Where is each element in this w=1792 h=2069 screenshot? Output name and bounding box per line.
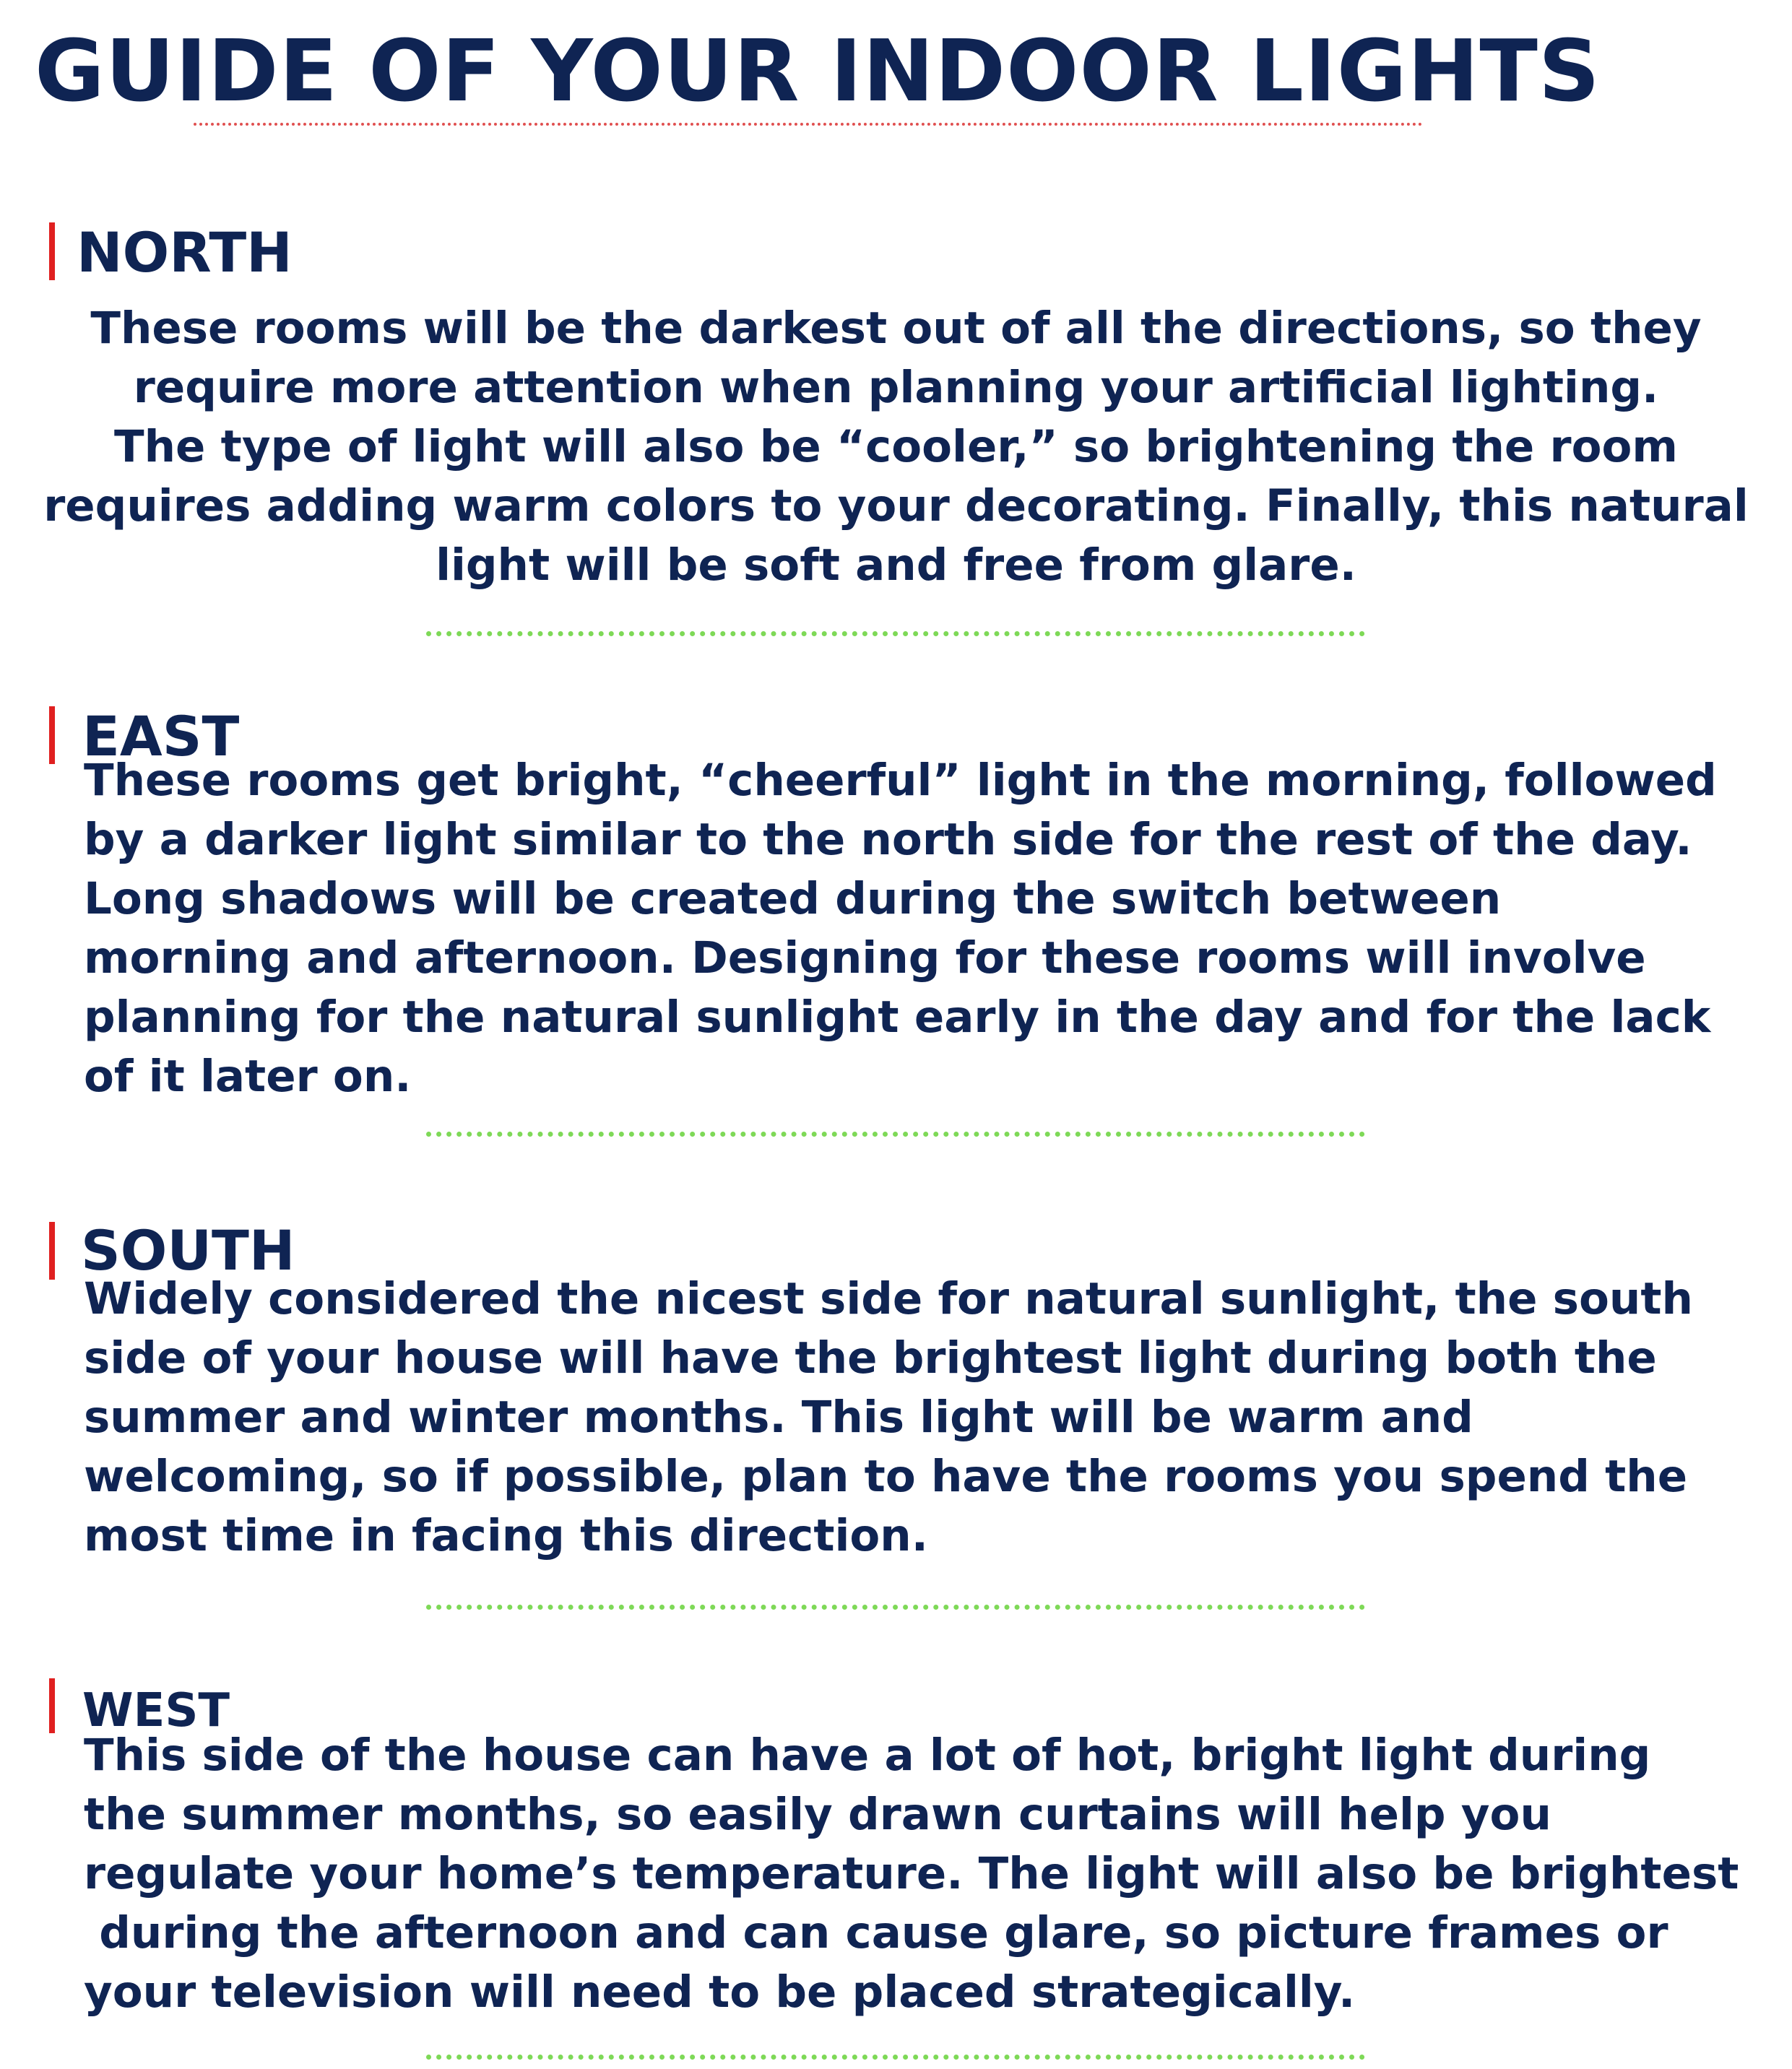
page-title: GUIDE OF YOUR INDOOR LIGHTS [35,21,1601,121]
section-heading-south: SOUTH [81,1218,295,1283]
body-line: morning and afternoon. Designing for these rooms will involve [84,932,1646,984]
body-line: welcoming, so if possible, plan to have the rooms you spend the [84,1451,1688,1502]
section-separator [426,1132,1365,1137]
body-line: These rooms get bright, “cheerful” light in the morning, followed [84,755,1717,806]
section-accent-bar [49,222,55,280]
section-accent-bar [49,706,55,764]
body-line: The type of light will also be “cooler,” so brightening the room [114,421,1678,472]
section-separator [426,631,1365,636]
body-line: the summer months, so easily drawn curtains will help you [84,1789,1551,1840]
body-line: summer and winter months. This light will be warm and [84,1392,1473,1443]
body-line: light will be soft and free from glare. [436,539,1356,591]
body-line: your television will need to be placed strategically. [84,1966,1356,2018]
body-line: Long shadows will be created during the switch between [84,873,1502,924]
section-heading-north: NORTH [77,220,293,285]
body-line: These rooms will be the darkest out of all the directions, so they [90,303,1702,354]
section-heading-east: EAST [82,704,240,768]
section-body-north [0,299,1792,595]
section-heading-west: WEST [82,1684,230,1738]
section-body-south [84,1270,1693,1566]
section-body-west [84,1726,1739,2022]
body-line: requires adding warm colors to your decorating. Finally, this natural [43,480,1749,532]
body-line: This side of the house can have a lot of hot, bright light during [84,1730,1651,1781]
body-line: most time in facing this direction. [84,1510,928,1561]
body-line: side of your house will have the brightest light during both the [84,1332,1657,1384]
body-line: of it later on. [84,1051,412,1102]
section-separator [426,1605,1365,1610]
body-line: planning for the natural sunlight early in the day and for the lack [84,992,1711,1043]
section-accent-bar [49,1678,55,1733]
body-line: by a darker light similar to the north side for the rest of the day. [84,814,1692,865]
body-line: require more attention when planning your artificial lighting. [133,362,1659,413]
section-separator [426,2055,1365,2060]
body-line: regulate your home’s temperature. The light will also be brightest [84,1848,1739,1899]
body-line: during the afternoon and can cause glare, so picture frames or [84,1907,1668,1959]
title-dotted-rule [194,123,1423,126]
section-body-east [84,751,1717,1106]
body-line: Widely considered the nicest side for natural sunlight, the south [84,1273,1693,1324]
section-accent-bar [49,1222,55,1280]
